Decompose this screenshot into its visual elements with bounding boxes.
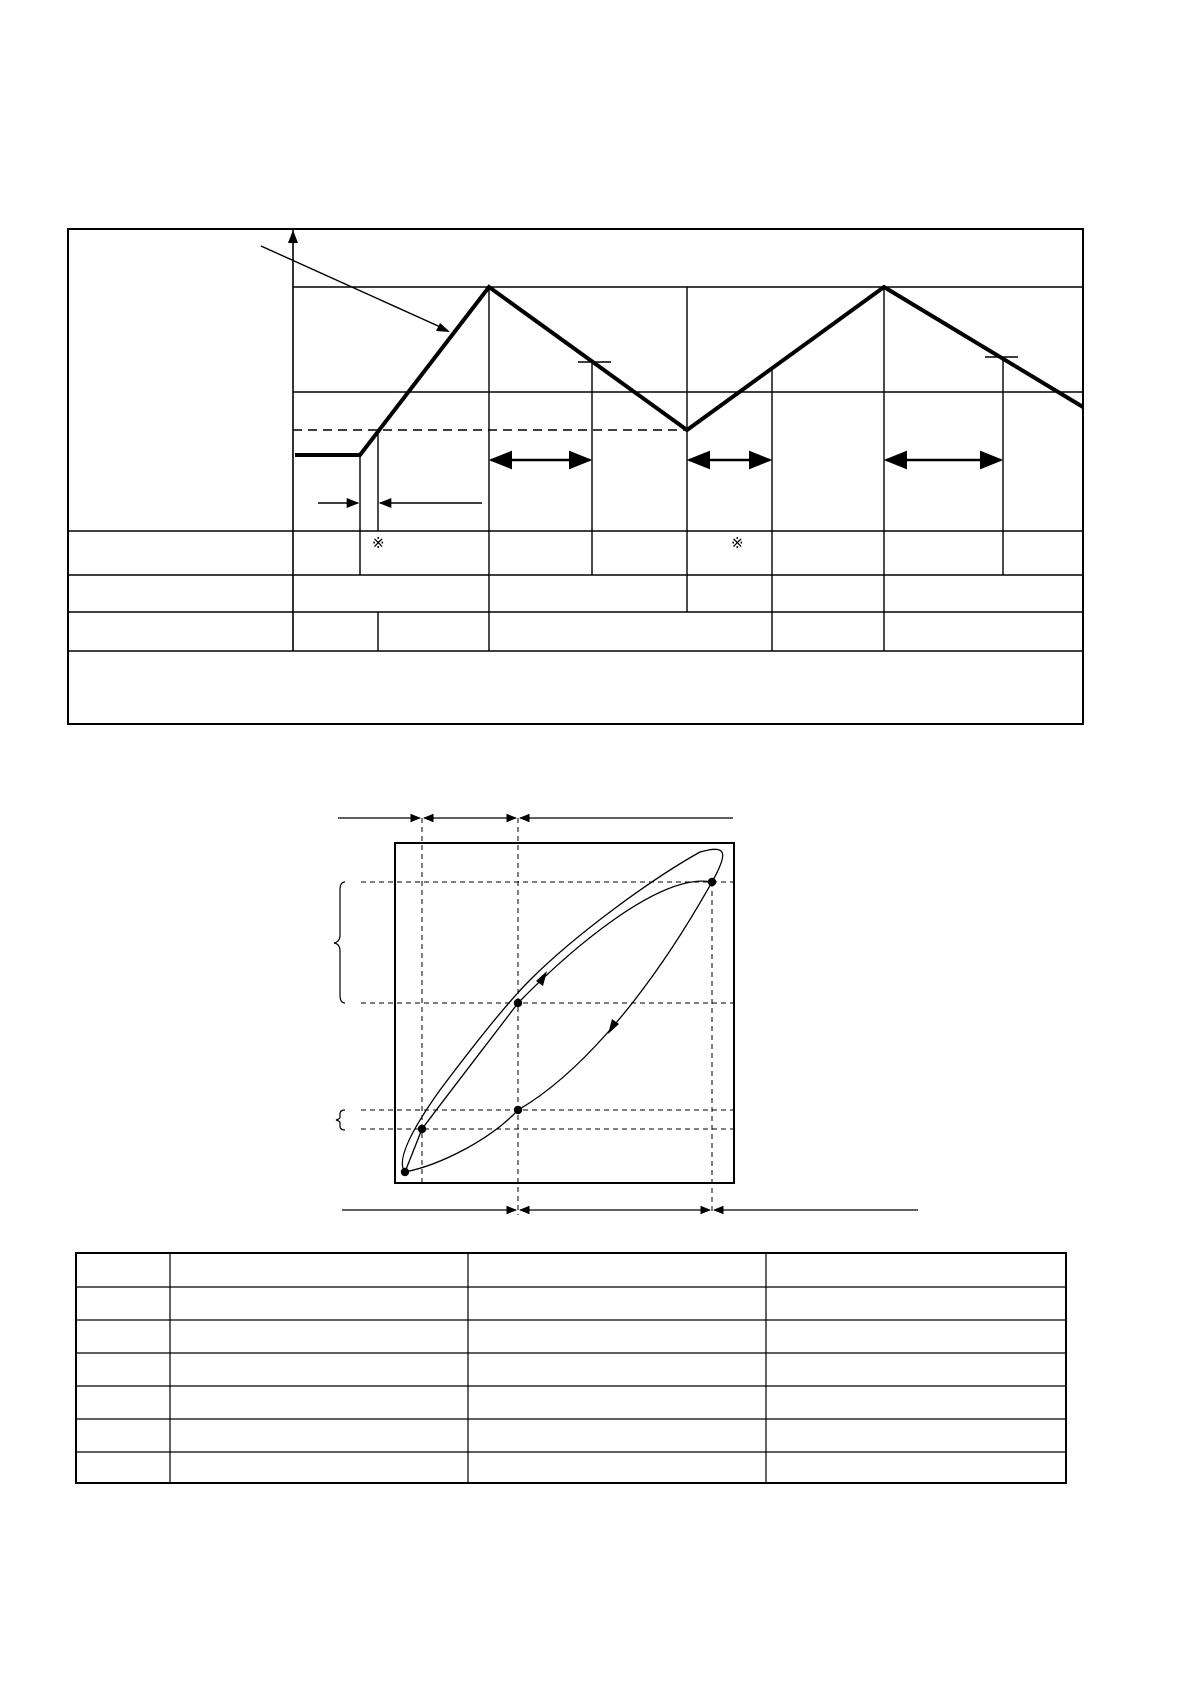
loop-point-3 [514, 1106, 522, 1114]
loop-point-2 [514, 999, 522, 1007]
loop-point-1 [708, 878, 716, 886]
brace-large [334, 882, 345, 1003]
leader-arrowhead [436, 323, 450, 332]
loop-diagram [334, 818, 918, 1215]
timing-chart [68, 229, 1083, 724]
timing-chart-frame [68, 229, 1083, 724]
y-axis-arrowhead [288, 230, 298, 243]
loop-curve [402, 849, 722, 1172]
note-mark-1: ※ [372, 534, 385, 552]
loop-points [401, 878, 716, 1176]
loop-frame [395, 843, 734, 1183]
loop-point-4 [418, 1125, 426, 1133]
leader-line [261, 246, 447, 330]
note-mark-2: ※ [731, 534, 744, 552]
brace-small [336, 1110, 345, 1130]
bottom-table [76, 1253, 1066, 1483]
loop-point-5 [401, 1168, 409, 1176]
